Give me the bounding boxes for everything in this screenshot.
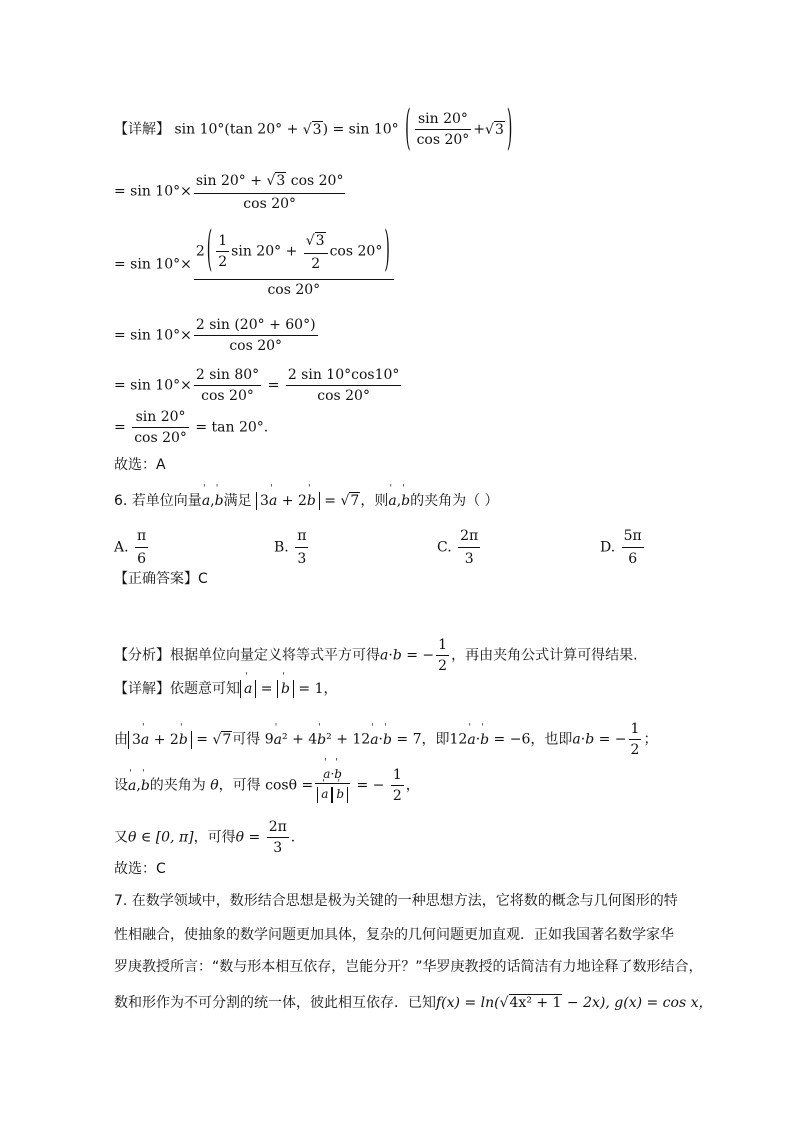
detail-line-4: 设ˈ a,ˈ b的夹角为 θ，可得 cosθ = ˈ a·ˈ b ˈ aˈ b = − $\frac{1}{2}$ ，	[114, 768, 420, 803]
detail-line-3: 由 3ˈ a + 2ˈ b = √7可得 9ˈ a² + 4ˈ b² + 12ˈ a·ˈ b = 7，即12ˈ a·ˈ b = −6，也即a·b = − $\frac{1}{2}$ ；	[114, 722, 657, 757]
question-7-line-2: 性相融合，使抽象的数学问题更加具体，复杂的几何问题更加直观．正如我国著名数学家华	[114, 927, 674, 943]
correct-answer: 【正确答案】C	[114, 571, 208, 587]
detail-line-1: 【详解】 sin 10°(tan 20° + √3) = sin 10° ( $\frac{\sin 20^\circ}{\cos 20^\circ}$ +√3 )	[114, 102, 513, 157]
detail-line-2: 【详解】依题意可知ˈ a = ˈ b = 1，	[114, 680, 338, 698]
option-b[interactable]: B. $\frac{\pi}{3}$	[274, 528, 307, 567]
step-line-4: = sin 10°× $\frac{2 \sin (20^\circ + 60^\circ)}{\cos 20^\circ}$	[114, 317, 316, 354]
step-line-5: = sin 10°× $\frac{2 \sin 80^\circ}{\cos 20^\circ}$ = $\frac{2 \sin 10^\circ\cos 10^\circ}{\cos 20^\circ}$	[114, 367, 400, 404]
option-d[interactable]: D. $\frac{5\pi}{6}$	[600, 528, 642, 567]
question-7-line-4: 数和形作为不可分割的统一体，彼此相互依存．已知f(x) = ln(√4x² + 1 − 2x), g(x) = cos x，	[114, 995, 713, 1011]
question-7-line-1: 7. 在数学领域中，数形结合思想是极为关键的一种思想方法，它将数的概念与几何图形的特	[114, 893, 678, 909]
step-line-2: = sin 10°× $\frac{\sin 20^\circ + √3 \cos 20^\circ}{\cos 20^\circ}$	[114, 173, 344, 212]
answer-c: 故选：C	[114, 861, 166, 877]
option-a[interactable]: A. $\frac{\pi}{6}$	[114, 528, 147, 567]
sqrt-3: √3	[302, 121, 322, 138]
detail-line-5: 又θ ∈ [0, π]，可得θ = $\frac{2\pi}{3}$ .	[114, 819, 296, 856]
detail-label: 【详解】	[114, 121, 170, 138]
question-6: 6. 若单位向量ˈ a,ˈ b满足 3ˈ a + 2ˈ b = √7，则ˈ a,ˈ b的夹角为（ ）	[114, 492, 499, 510]
answer-a: 故选：A	[114, 457, 166, 473]
abs-3a-2b: 3ˈ a + 2ˈ b	[256, 492, 320, 510]
option-c[interactable]: C. $\frac{2\pi}{3}$	[437, 528, 479, 567]
step-line-3: = sin 10°× 2 ( $\frac{1}{2}$ sin 20° + $\frac{√3}{2}$ cos 20° ) cos 20°	[114, 232, 396, 297]
step-line-6: = $\frac{\sin 20^\circ}{\cos 20^\circ}$ = tan 20°.	[114, 409, 269, 446]
question-7-line-3: 罗庚教授所言：“数与形本相互依存，岂能分开？”华罗庚教授的话简洁有力地诠释了数形结合，	[114, 959, 703, 975]
analysis-line: 【分析】根据单位向量定义将等式平方可得a·b = − $\frac{1}{2}$ ，再由夹角公式计算可得结果.	[114, 637, 638, 674]
frac-sin20-cos20: $\frac{\sin 20^\circ}{\cos 20^\circ}$	[416, 111, 470, 148]
